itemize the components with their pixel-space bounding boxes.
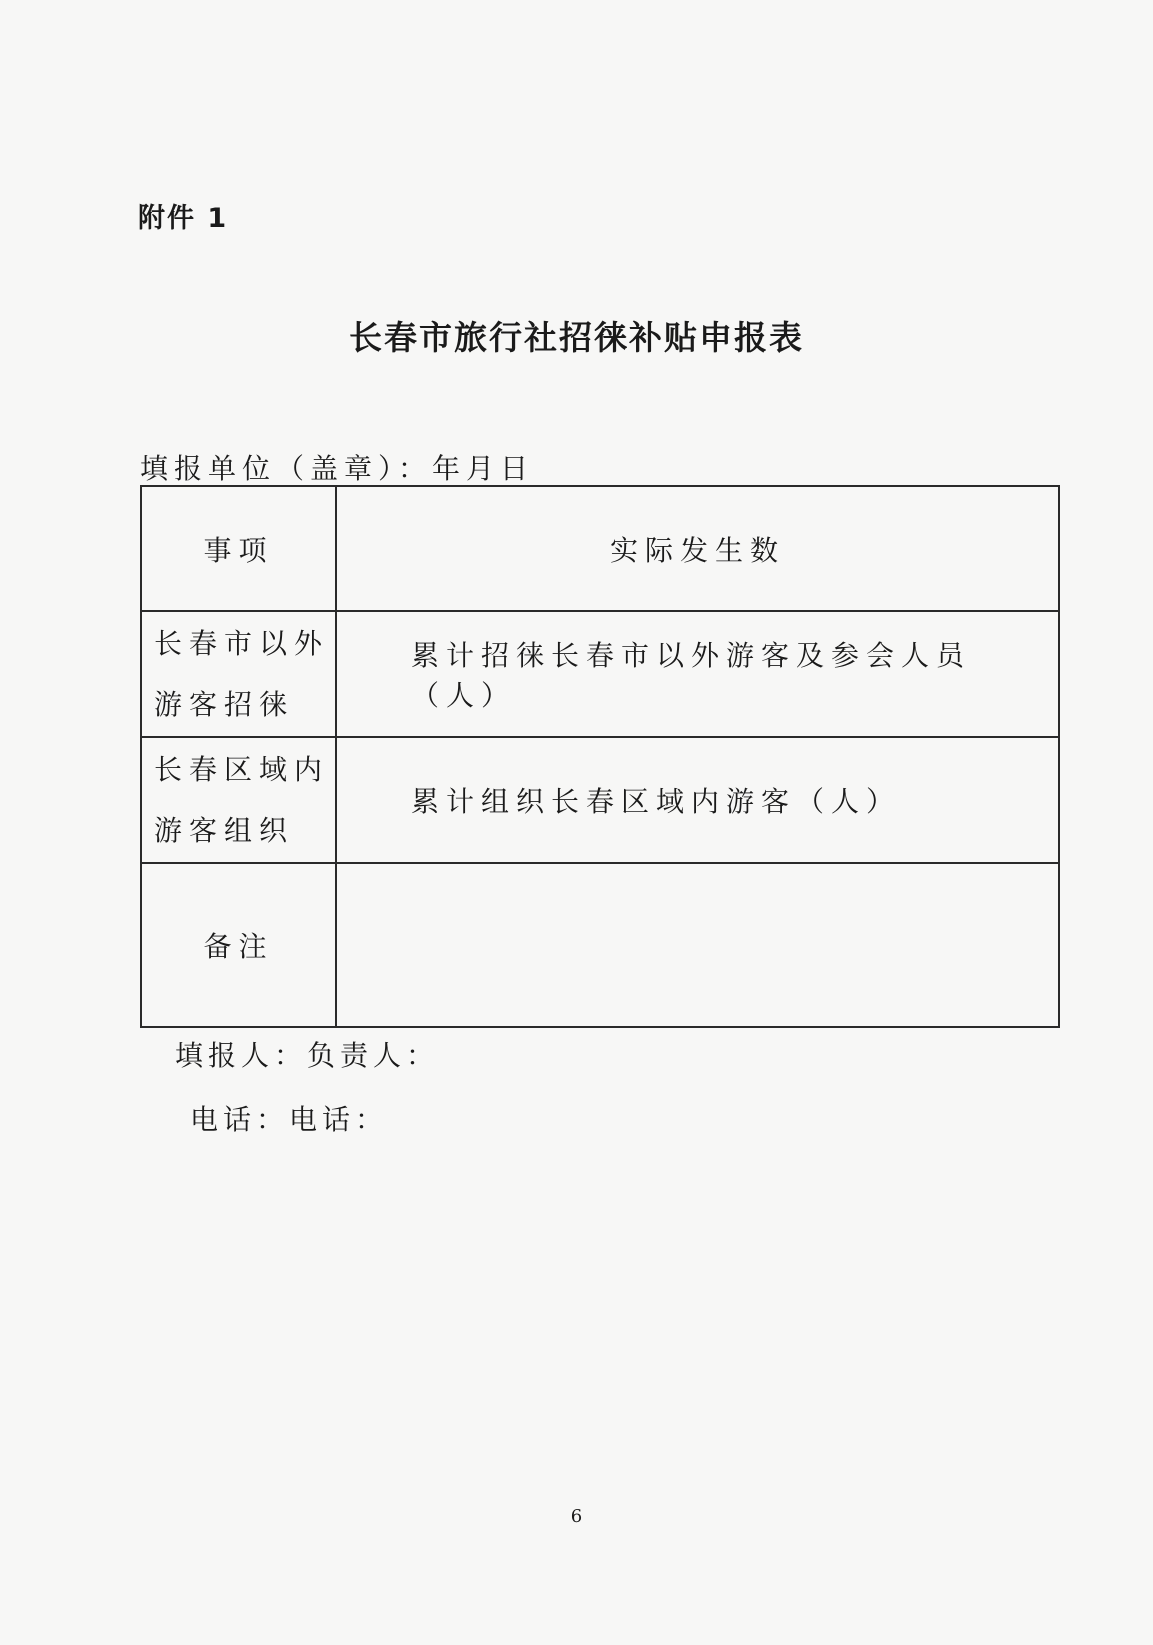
row-label-line: 游客组织	[154, 814, 295, 847]
row-label-line: 游客招徕	[154, 688, 295, 721]
row-label-outside-tourists	[141, 611, 336, 737]
column-header-actual-count: 实际发生数	[336, 486, 1059, 611]
form-title: 长春市旅行社招徕补贴申报表	[349, 318, 804, 357]
fill-unit-line: 填报单位（盖章）：年月日	[140, 452, 535, 485]
row-label-remarks: 备注	[141, 863, 336, 1027]
phones-line: 电话：电话：	[190, 1103, 389, 1136]
signers-line: 填报人：负责人：	[175, 1039, 440, 1072]
table-row	[141, 737, 1059, 863]
attachment-label: 附件 1	[138, 203, 229, 234]
row-label-local-tourists	[141, 737, 336, 863]
subsidy-report-table	[140, 485, 1060, 1028]
remarks-value-cell	[336, 863, 1059, 1027]
row-description-outside-tourists: 累计招徕长春市以外游客及参会人员（人）	[336, 611, 1059, 737]
table-row	[141, 611, 1059, 737]
row-label-line: 长春市以外	[154, 627, 330, 660]
row-description-local-tourists: 累计组织长春区域内游客（人）	[336, 737, 1059, 863]
row-label-line: 长春区域内	[154, 753, 330, 786]
page-number: 6	[570, 1506, 583, 1527]
column-header-item: 事项	[141, 486, 336, 611]
table-header-row	[141, 486, 1059, 611]
table-row	[141, 863, 1059, 1027]
